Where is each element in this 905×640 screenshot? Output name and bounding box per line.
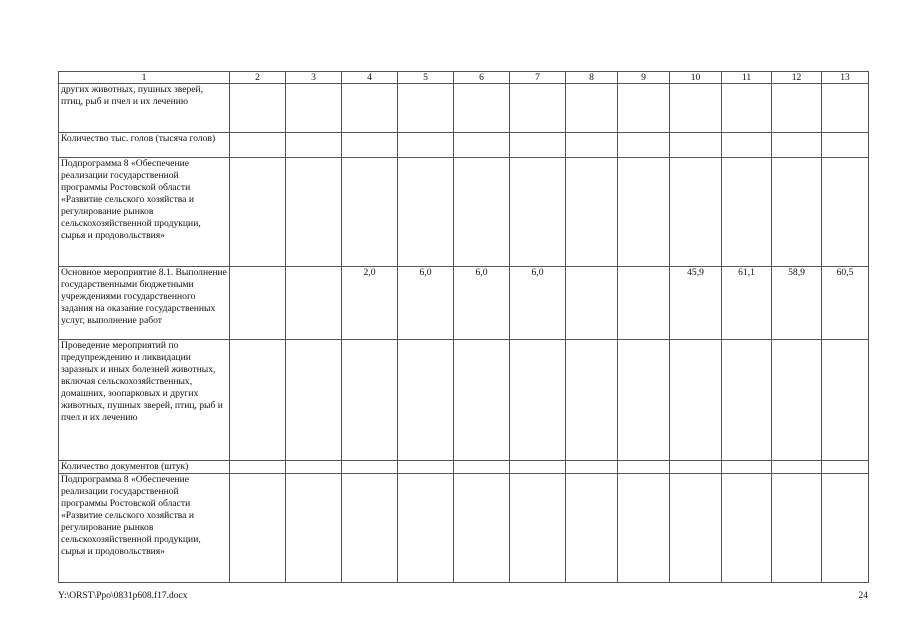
cell-col-7 (510, 461, 566, 474)
cell-col-4 (342, 133, 398, 158)
cell-col-10 (670, 474, 722, 583)
footer-file-path: Y:\ORST\Ppo\0831p608.f17.docx (58, 591, 188, 601)
cell-col-2 (230, 461, 286, 474)
column-header-9: 9 (618, 72, 670, 84)
cell-col-6 (454, 340, 510, 461)
column-header-4: 4 (342, 72, 398, 84)
cell-col-9 (618, 461, 670, 474)
cell-col-7 (510, 133, 566, 158)
cell-col-13: 60,5 (822, 267, 869, 340)
cell-col-12 (772, 461, 822, 474)
cell-col-11 (722, 158, 772, 267)
cell-col-6 (454, 474, 510, 583)
column-header-11: 11 (722, 72, 772, 84)
table-row (59, 84, 869, 133)
cell-col-11: 61,1 (722, 267, 772, 340)
column-header-13: 13 (822, 72, 869, 84)
cell-col-9 (618, 84, 670, 133)
column-header-2: 2 (230, 72, 286, 84)
cell-col-13 (822, 84, 869, 133)
table-row (59, 461, 869, 474)
cell-col-4 (342, 461, 398, 474)
cell-col-4 (342, 158, 398, 267)
cell-col-7 (510, 158, 566, 267)
cell-col-2 (230, 474, 286, 583)
column-header-10: 10 (670, 72, 722, 84)
cell-col-9 (618, 133, 670, 158)
column-header-12: 12 (772, 72, 822, 84)
cell-col-5 (398, 474, 454, 583)
row-label: Количество тыс. голов (тысяча голов) (59, 133, 230, 158)
table-row (59, 158, 869, 267)
column-header-7: 7 (510, 72, 566, 84)
cell-col-4 (342, 474, 398, 583)
cell-col-12: 58,9 (772, 267, 822, 340)
cell-col-12 (772, 84, 822, 133)
row-label: других животных, пушных зверей, птиц, рыб и пчел и их лечению (59, 84, 230, 133)
cell-col-9 (618, 474, 670, 583)
cell-col-10 (670, 133, 722, 158)
cell-col-10 (670, 461, 722, 474)
cell-col-8 (566, 474, 618, 583)
row-label: Подпрограмма 8 «Обеспечение реализации государственной программы Ростовской области «Развитие сельского хозяйства и регулирование рынков сельскохозяйственной продукции, сырья и продовольствия» (59, 158, 230, 267)
cell-col-8 (566, 267, 618, 340)
cell-col-4: 2,0 (342, 267, 398, 340)
cell-col-6 (454, 158, 510, 267)
cell-col-8 (566, 133, 618, 158)
cell-col-6 (454, 84, 510, 133)
cell-col-5 (398, 340, 454, 461)
cell-col-10 (670, 340, 722, 461)
cell-col-5 (398, 133, 454, 158)
cell-col-9 (618, 267, 670, 340)
cell-col-13 (822, 340, 869, 461)
footer-page-number: 24 (858, 591, 868, 601)
cell-col-8 (566, 158, 618, 267)
cell-col-5 (398, 84, 454, 133)
cell-col-5: 6,0 (398, 267, 454, 340)
cell-col-8 (566, 461, 618, 474)
cell-col-8 (566, 84, 618, 133)
cell-col-2 (230, 158, 286, 267)
cell-col-10: 45,9 (670, 267, 722, 340)
cell-col-3 (286, 267, 342, 340)
table-row (59, 474, 869, 583)
cell-col-11 (722, 461, 772, 474)
cell-col-10 (670, 158, 722, 267)
cell-col-12 (772, 474, 822, 583)
cell-col-13 (822, 158, 869, 267)
cell-col-7: 6,0 (510, 267, 566, 340)
cell-col-11 (722, 340, 772, 461)
column-header-8: 8 (566, 72, 618, 84)
data-table (58, 71, 869, 583)
column-header-1: 1 (59, 72, 230, 84)
cell-col-5 (398, 461, 454, 474)
cell-col-6: 6,0 (454, 267, 510, 340)
cell-col-7 (510, 84, 566, 133)
cell-col-11 (722, 133, 772, 158)
cell-col-11 (722, 474, 772, 583)
cell-col-9 (618, 340, 670, 461)
table-header-row (59, 72, 869, 84)
cell-col-8 (566, 340, 618, 461)
cell-col-10 (670, 84, 722, 133)
cell-col-3 (286, 474, 342, 583)
cell-col-3 (286, 340, 342, 461)
cell-col-6 (454, 133, 510, 158)
column-header-3: 3 (286, 72, 342, 84)
cell-col-12 (772, 133, 822, 158)
table-body (59, 72, 869, 583)
cell-col-5 (398, 158, 454, 267)
cell-col-12 (772, 340, 822, 461)
cell-col-7 (510, 340, 566, 461)
cell-col-2 (230, 133, 286, 158)
cell-col-11 (722, 84, 772, 133)
cell-col-6 (454, 461, 510, 474)
row-label: Подпрограмма 8 «Обеспечение реализации государственной программы Ростовской области «Развитие сельского хозяйства и регулирование рынков сельскохозяйственной продукции, сырья и продовольствия» (59, 474, 230, 583)
column-header-5: 5 (398, 72, 454, 84)
cell-col-3 (286, 461, 342, 474)
cell-col-2 (230, 340, 286, 461)
cell-col-12 (772, 158, 822, 267)
row-label: Основное мероприятие 8.1. Выполнение государственными бюджетными учреждениями государственного задания на оказание государственных услуг, выполнение работ (59, 267, 230, 340)
cell-col-4 (342, 84, 398, 133)
table-row (59, 133, 869, 158)
cell-col-13 (822, 133, 869, 158)
cell-col-3 (286, 84, 342, 133)
cell-col-3 (286, 158, 342, 267)
row-label: Проведение мероприятий по предупреждению и ликвидации заразных и иных болезней животных, включая сельскохозяйственных, домашних, зоопарковых и других животных, пушных зверей, птиц, рыб и пчел и их лечению (59, 340, 230, 461)
cell-col-7 (510, 474, 566, 583)
cell-col-2 (230, 84, 286, 133)
cell-col-13 (822, 474, 869, 583)
cell-col-2 (230, 267, 286, 340)
row-label: Количество документов (штук) (59, 461, 230, 474)
table-row (59, 267, 869, 340)
table-row (59, 340, 869, 461)
cell-col-13 (822, 461, 869, 474)
cell-col-4 (342, 340, 398, 461)
column-header-6: 6 (454, 72, 510, 84)
cell-col-9 (618, 158, 670, 267)
cell-col-3 (286, 133, 342, 158)
